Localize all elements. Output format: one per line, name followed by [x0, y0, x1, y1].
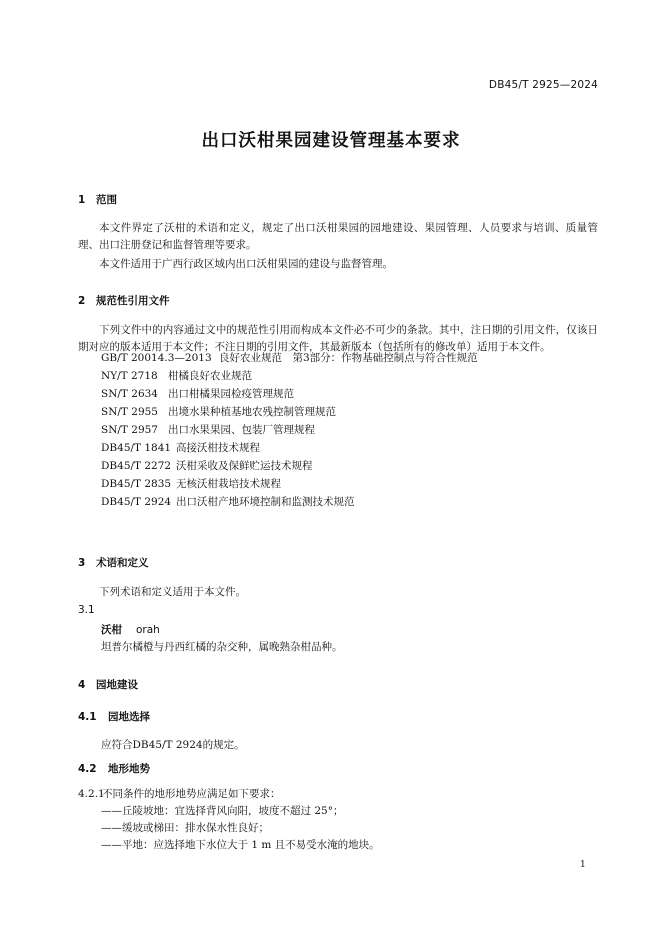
section-1-paragraph-2: 本文件适用于广西行政区域内出口沃柑果园的建设与监督管理。	[99, 258, 393, 270]
reference-code: SN/T 2957	[101, 424, 158, 436]
term-english: orah	[136, 624, 160, 636]
reference-code: DB45/T 2272	[101, 460, 172, 472]
reference-title: 柑橘良好农业规范	[168, 370, 252, 382]
subsection-title: 地形地势	[108, 763, 150, 775]
section-title: 术语和定义	[96, 557, 149, 569]
term-definition: 坦普尔橘橙与丹西红橘的杂交种，属晚熟杂柑品种。	[101, 641, 343, 653]
document-title: 出口沃柑果园建设管理基本要求	[201, 131, 461, 151]
term-number: 3.1	[78, 604, 95, 616]
reference-item	[101, 386, 294, 401]
reference-title: 高接沃柑技术规程	[176, 442, 260, 454]
reference-code: DB45/T 2835	[101, 478, 172, 490]
section-4-heading	[78, 677, 138, 692]
page-number: 1	[580, 860, 586, 870]
reference-code: SN/T 2634	[101, 388, 158, 400]
reference-code: DB45/T 1841	[101, 442, 172, 454]
reference-title: 出口水果果园、包装厂管理规程	[168, 424, 315, 436]
reference-item	[101, 494, 355, 509]
term-heading	[101, 622, 160, 637]
reference-title: 良好农业规范 第3部分：作物基础控制点与符合性规范	[219, 352, 478, 364]
subsection-4-2-heading	[78, 761, 150, 776]
section-title: 园地建设	[96, 679, 138, 691]
section-title: 范围	[96, 194, 117, 206]
section-2-paragraph-1: 下列文件中的内容通过文中的规范性引用而构成本文件必不可少的条款。其中，注日期的引用文件，仅该日期对应的版本适用于本文件；不注日期的引用文件，其最新版本（包括所有的修改单）适用于本文件。	[78, 324, 598, 353]
reference-code: GB/T 20014.3—2013	[101, 352, 212, 364]
reference-title: 沃柑采收及保鲜贮运技术规程	[176, 460, 313, 472]
section-number: 1	[78, 194, 86, 206]
subsection-number: 4.1	[78, 711, 97, 723]
section-number: 3	[78, 557, 86, 569]
clause-4-2-1	[78, 786, 281, 801]
reference-title: 出口沃柑产地环境控制和监测技术规范	[176, 496, 355, 508]
reference-item	[101, 476, 281, 491]
section-number: 2	[78, 295, 86, 307]
clause-number: 4.2.1	[78, 788, 105, 800]
reference-item	[101, 422, 315, 437]
reference-item	[101, 368, 252, 383]
reference-code: DB45/T 2924	[101, 496, 172, 508]
term-chinese: 沃柑	[101, 624, 122, 636]
reference-item	[101, 404, 336, 419]
subsection-4-1-paragraph: 应符合DB45/T 2924的规定。	[101, 739, 245, 751]
reference-item	[101, 350, 478, 365]
section-3-heading	[78, 555, 149, 570]
subsection-title: 园地选择	[108, 711, 150, 723]
standard-code: DB45/T 2925—2024	[488, 79, 598, 91]
list-item: ——平地：应选择地下水位大于 1 m 且不易受水淹的地块。	[101, 839, 380, 851]
section-2-heading	[78, 293, 170, 308]
list-item: ——丘陵坡地：宜选择背风向阳，坡度不超过 25°；	[101, 805, 344, 817]
reference-code: NY/T 2718	[101, 370, 158, 382]
section-1-heading	[78, 192, 117, 207]
subsection-number: 4.2	[78, 763, 97, 775]
reference-title: 出境水果种植基地农残控制管理规范	[168, 406, 336, 418]
section-1-paragraph-1: 本文件界定了沃柑的术语和定义，规定了出口沃柑果园的园地建设、果园管理、人员要求与培训、质量管理、出口注册登记和监督管理等要求。	[78, 222, 598, 251]
reference-title: 无核沃柑栽培技术规程	[176, 478, 281, 490]
reference-code: SN/T 2955	[101, 406, 158, 418]
reference-item	[101, 458, 313, 473]
section-3-paragraph-1: 下列术语和定义适用于本文件。	[99, 586, 246, 598]
clause-text: 不同条件的地形地势应满足如下要求：	[102, 788, 281, 800]
reference-title: 出口柑橘果园检疫管理规范	[168, 388, 294, 400]
section-title: 规范性引用文件	[96, 295, 170, 307]
reference-item	[101, 440, 260, 455]
list-item: ——缓坡或梯田：排水保水性良好；	[101, 822, 269, 834]
subsection-4-1-heading	[78, 709, 150, 724]
section-number: 4	[78, 679, 86, 691]
